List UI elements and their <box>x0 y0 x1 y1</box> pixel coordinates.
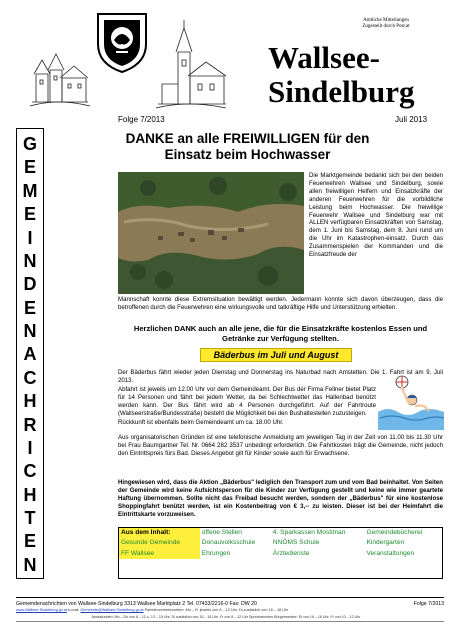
baederbus-paragraph-1: Der Bäderbus fährt wieder jeden Dienstag und Donnerstag ins Naturbad nach Amstetten. Die 1. Fahrt ist am 9. Juli 2013. <box>118 369 443 384</box>
contents-item: NNÖMS Schule <box>272 539 320 547</box>
vertical-title-letter: G <box>22 134 37 154</box>
thanks-text: Herzlichen DANK auch an alle jene, die für die Einsatzkräfte kostenlos Essen und Getränke zur Verfügung stellten. <box>133 324 428 343</box>
contents-heading: Aus dem Inhalt: <box>119 528 200 538</box>
vertical-title-letter: A <box>23 344 37 365</box>
vertical-title-letter: N <box>23 321 37 341</box>
contents-item: Donauvolksschule <box>201 539 256 547</box>
contents-item: FF Wallsee <box>119 549 200 559</box>
footer-email-link[interactable]: Gemeinde@Wallsee-Sindelburg.gv.at <box>80 608 144 612</box>
headline-line2: Einsatz beim Hochwasser <box>164 147 331 162</box>
contents-row <box>119 538 442 548</box>
church-sketch <box>156 20 226 108</box>
vertical-title-letter: I <box>27 437 33 458</box>
official-notice: Amtliche Mitteilungen Zugestellt durch Post.at <box>362 18 410 29</box>
footer-address-text: Gemeindenachrichten von Wallsee-Sindelburg 3313 Wallsee Marktplatz 2 Tel. 07433/2216-0 Fax: DW 20 <box>16 601 257 607</box>
masthead-title-line2: Sindelburg <box>268 74 415 109</box>
contents-item: Ärztedienste <box>272 549 310 557</box>
vertical-title-letter: N <box>23 554 37 575</box>
castle-and-crest-illustration <box>28 10 228 110</box>
crest-icon <box>98 14 146 72</box>
contents-item: 4. Sparkassen Mostiman <box>272 529 346 536</box>
masthead-title-line1: Wallsee- <box>268 40 380 75</box>
flood-aerial-photo <box>118 172 304 294</box>
footer-office-hours: Parteienverkehrszeiten: Mo – Fr jeweils von 8 – 12 Uhr, Di zusätzlich von 16 – 18 Uhr <box>144 608 289 612</box>
castle-sketch <box>30 54 90 106</box>
footer-bottom-divider <box>16 621 444 622</box>
vertical-title-letter: D <box>23 274 37 295</box>
issue-date: Juli 2013 <box>395 115 428 124</box>
vertical-title-letter: T <box>24 508 36 528</box>
water-polo-swimmer-icon <box>378 374 444 430</box>
baederbus-banner: Bäderbus im Juli und August <box>200 348 352 362</box>
vertical-title-letter: E <box>23 157 36 178</box>
footer-contact <box>16 608 444 613</box>
contents-item: offene Stellen <box>201 529 242 536</box>
footer-address <box>16 601 444 608</box>
headline-line1: DANKE an alle FREIWILLIGEN für den <box>125 131 370 146</box>
contents-item: Veranstaltungen <box>366 549 415 557</box>
footer-email-label: e-mail: <box>67 608 80 612</box>
contents-row <box>119 549 442 559</box>
intro-text-right: Die Marktgemeinde bedankt sich bei den beiden Feuerwehren Wallsee und Sindelburg, sowie allen freiwilligen Helfern und Einsatzkräfte der anderen Feuerwehren für die vorbildliche Leistung beim Hochwasser. Die freiwillige Feuerwehr Wallsee und Sindelburg war mit ALLEN verfügbaren Einsatzkräften von Samstag, dem 1. Juni bis Samstag, dem 8. Juni rund um die Uhr im Katastrophen-einsatz. Durch das Zusammenspielen der Kommanden und die Einsatzfreude der <box>309 172 443 259</box>
vertical-title-letter: C <box>23 367 37 388</box>
baederbus-paragraph-2: Abfahrt ist jeweils um 12.00 Uhr vor dem Gemeindeamt. Der Bus der Firma Fellner bietet Platz für 14 Personen und fährt bei jedem Wetter, da bei Schlechtwetter das Hallenbad benützt werden kann. Der Bus fährt wird ab 4 Personen durchgeführt. Auf der Fahrtroute (Wallseerstraße/Bundesstraße) besteht die Möglichkeit bei den Bushaltestellen zuzusteigen. <box>118 386 376 417</box>
footer-office-times: Amtsstunden: Mo – Do von 8 – 12 u. 13 – 15 Uhr, Di zusätzlich von 15 – 18 Uhr, Fr von 8 – 12 Uhr Sprechstunden Bürgermeister: Di von 16 – 18 Uhr, Fr von 10 – 12 Uhr <box>91 615 361 619</box>
intro-text-bottom: Mannschaft konnte diese Extremsituation bewältigt werden. Jedermann konnte sich davon überzeugen, dass die betroffenen durch die Feuerwehren eine wirkungsvolle und tatkräftige Hilfe und Unterstützung erhielten. <box>118 296 443 311</box>
contents-table <box>119 528 442 559</box>
baederbus-paragraph-5: Hingewiesen wird, dass die Aktion „Bäderbus" lediglich den Transport zum und vom Bad beinhaltet. Von Seiten der Gemeinde wird keine Aufsichtsperson für die Kinder zur Verfügung gestellt und keine wie immer geartete Haftung übernommen. Sollte nicht das Freibad besucht werden, sondern der „Bäderbus" für eine kostenlose Shoppingfahrt benützt werden, ist ein Kostenbeitrag von € 3,-- zu leisten. Dieser ist bei der Heimfahrt die Eintrittskarte vorzuweisen. <box>118 479 443 518</box>
vertical-title-letter: N <box>23 250 37 271</box>
contents-box <box>118 527 443 579</box>
contents-item: Kindergarten <box>366 539 405 547</box>
contents-item: Ehrungen <box>201 549 231 557</box>
footer-divider <box>16 597 444 598</box>
contents-item: Gesunde Gemeinde <box>119 538 200 548</box>
footer-issue: Folge 7/2013 <box>413 601 444 607</box>
footer-website-link[interactable]: www.Wallsee-Sindelburg.gv.at <box>16 608 67 612</box>
article-headline <box>50 131 445 163</box>
vertical-title-letter: H <box>23 391 37 412</box>
vertical-title-letter: E <box>23 531 36 552</box>
vertical-title-letter: E <box>23 204 36 225</box>
vertical-title-letter: R <box>23 414 37 435</box>
vertical-title-column <box>16 128 44 579</box>
vertical-title-letter: E <box>23 297 36 318</box>
contents-item: Gemeindebücherei <box>366 529 423 536</box>
baederbus-paragraph-3: Rückkunft ist ebenfalls beim Gemeindeamt um ca. 18.00 Uhr. <box>118 419 284 426</box>
issue-number: Folge 7/2013 <box>118 115 165 124</box>
vertical-title-letter: I <box>27 227 33 248</box>
baederbus-paragraph-4: Aus organisatorischen Gründen ist eine telefonische Anmeldung am jeweiligen Tag in der Zeit von 11.00 bis 11.30 Uhr bei Frau Baumgartner Tel. Nr. 0664 282 3537 unbedingt erforderlich. Die Fahrtkosten trägt die Gemeinde, nicht jedoch den Eintrittspreis fürs Bad. Dieses Angebot gilt für Kinder sowie auch für Erwachsene. <box>118 434 443 457</box>
vertical-title-letter: M <box>22 180 38 201</box>
contents-row <box>119 528 442 538</box>
vertical-title-letter: C <box>23 461 37 482</box>
vertical-title-letter: H <box>23 484 37 505</box>
